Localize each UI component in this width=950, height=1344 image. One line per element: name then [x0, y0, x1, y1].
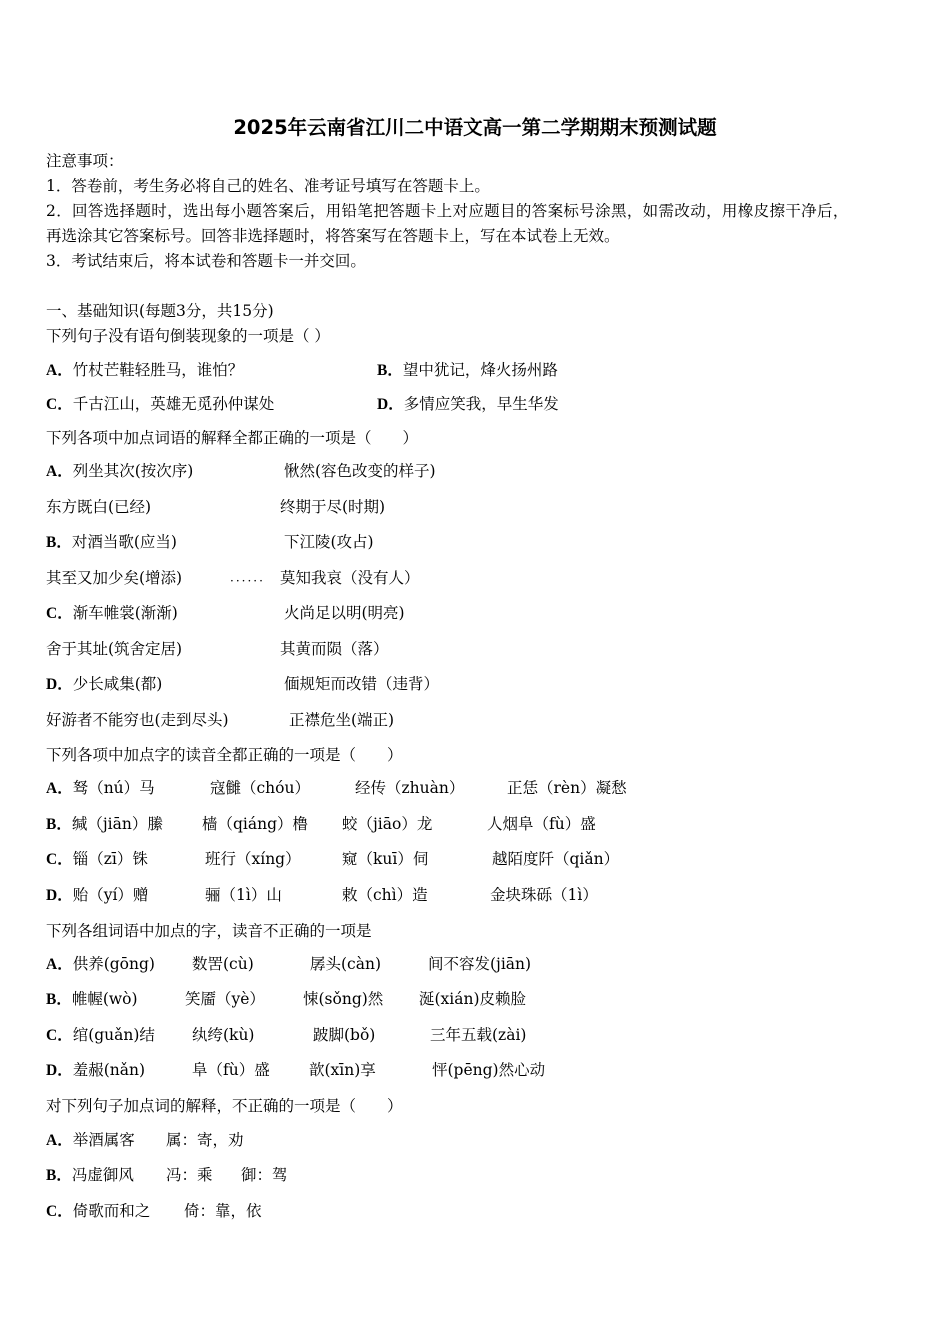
option-text: 金块珠砾（1ì） — [490, 886, 598, 904]
option-text: B．帷幄(wò) — [46, 990, 138, 1008]
option-letter: B． — [46, 816, 72, 833]
section-heading — [0, 300, 950, 322]
option-text: C．倚歌而和之 — [46, 1202, 151, 1220]
question-stem — [0, 1095, 950, 1117]
question-stem — [0, 744, 950, 766]
notice-heading-text: 注意事项： — [46, 152, 124, 170]
notice-item-text: 2．回答选择题时，选出每小题答案后，用铅笔把答题卡上对应题目的答案标号涂黑，如需改动，用橡皮擦干净后， — [46, 202, 849, 220]
option-text: 跛脚(bǒ) — [313, 1026, 376, 1044]
option-text: 愀然(容色改变的样子) — [284, 462, 436, 480]
option-text: D．羞赧(nǎn) — [46, 1061, 146, 1079]
option-row — [0, 848, 950, 870]
option-text: 间不容发(jiān) — [428, 955, 532, 973]
option-text: 终期于尽(时期) — [280, 498, 386, 516]
option-d: D．多情应笑我，早生华发 — [377, 395, 559, 413]
option-row — [0, 359, 950, 381]
option-row — [0, 673, 950, 695]
option-text: A．供养(gōng) — [46, 955, 155, 973]
option-text: 好游者不能穷也(走到尽头) — [46, 711, 229, 729]
option-letter: C． — [46, 396, 73, 413]
option-row — [0, 1200, 950, 1222]
notice-item — [0, 225, 950, 247]
option-text: 人烟阜（fù）盛 — [487, 815, 596, 833]
option-text: 敕（chì）造 — [342, 886, 428, 904]
option-letter: B． — [46, 534, 72, 551]
option-b: B．望中犹记，烽火扬州路 — [377, 361, 558, 379]
option-text: 骊（1ì）山 — [205, 886, 282, 904]
option-text: A．驽（nú）马 — [46, 779, 155, 797]
dot-marks: ······ — [230, 574, 265, 588]
option-text: 正襟危坐(端正) — [289, 711, 395, 729]
option-letter: A． — [46, 956, 73, 973]
option-letter: B． — [377, 362, 403, 379]
option-text: 东方既白(已经) — [46, 498, 152, 516]
question-stem — [0, 427, 950, 449]
option-letter: C． — [46, 605, 73, 622]
option-text: A．举酒属客 — [46, 1131, 135, 1149]
option-row — [0, 884, 950, 906]
option-text: 悚(sǒng)然 — [303, 990, 384, 1008]
option-row — [0, 709, 950, 731]
option-text: 其黄而陨（落） — [280, 640, 389, 658]
option-letter: B． — [46, 1167, 72, 1184]
option-letter: A． — [46, 463, 73, 480]
notice-item-text: 1．答卷前，考生务必将自己的姓名、准考证号填写在答题卡上。 — [46, 177, 490, 195]
option-text: B．冯虚御风 — [46, 1166, 134, 1184]
option-row — [0, 813, 950, 835]
option-text: 倚：靠，依 — [184, 1202, 262, 1220]
option-row — [0, 496, 950, 518]
option-row — [0, 460, 950, 482]
option-text: 樯（qiáng）橹 — [202, 815, 309, 833]
section-heading-text: 一、基础知识(每题3分，共15分) — [46, 302, 274, 320]
option-text: 涎(xián)皮赖脸 — [419, 990, 527, 1008]
option-letter: D． — [46, 887, 73, 904]
option-letter: A． — [46, 1132, 73, 1149]
option-letter: D． — [46, 676, 73, 693]
option-letter: C． — [46, 851, 73, 868]
option-text: B．对酒当歌(应当) — [46, 533, 177, 551]
page-title: 2025年云南省江川二中语文高一第二学期期末预测试题 — [233, 116, 717, 139]
option-row — [0, 1059, 950, 1081]
option-text: C．锱（zī）铢 — [46, 850, 148, 868]
option-letter: D． — [377, 396, 404, 413]
option-text: 偭规矩而改错（违背） — [284, 675, 440, 693]
question-stem — [0, 325, 950, 347]
option-text: 越陌度阡（qiǎn） — [492, 850, 620, 868]
option-a: A．竹杖芒鞋轻胜马，谁怕？ — [46, 361, 244, 379]
notice-item — [0, 250, 950, 272]
option-text: C．绾(guǎn)结 — [46, 1026, 155, 1044]
option-row — [0, 953, 950, 975]
option-text: D．少长咸集(都) — [46, 675, 163, 693]
notice-item — [0, 200, 950, 222]
option-text: 笑靥（yè） — [185, 990, 265, 1008]
option-row — [0, 638, 950, 660]
option-text: 莫知我哀（没有人） — [280, 569, 420, 587]
option-letter: C． — [46, 1027, 73, 1044]
option-text: 经传（zhuàn） — [355, 779, 465, 797]
option-text: A．列坐其次(按次序) — [46, 462, 194, 480]
notice-item-text: 再选涂其它答案标号。回答非选择题时，将答案写在答题卡上，写在本试卷上无效。 — [46, 227, 620, 245]
option-row — [0, 988, 950, 1010]
option-row — [0, 567, 950, 589]
stem-text: 对下列句子加点词的解释，不正确的一项是（ ） — [46, 1097, 403, 1115]
option-text: 冯：乘 — [166, 1166, 213, 1184]
option-text: 阜（fù）盛 — [192, 1061, 270, 1079]
option-row — [0, 531, 950, 553]
stem-text: 下列各项中加点词语的解释全都正确的一项是（ ） — [46, 429, 419, 447]
option-text: 舍于其址(筑舍定居) — [46, 640, 183, 658]
option-row — [0, 1024, 950, 1046]
option-c: C．千古江山，英雄无觅孙仲谋处 — [46, 395, 275, 413]
option-text: 其至又加少矣(增添) — [46, 569, 183, 587]
option-letter: A． — [46, 362, 73, 379]
option-text: B．缄（jiān）縢 — [46, 815, 163, 833]
stem-text: 下列句子没有语句倒装现象的一项是（ ） — [46, 327, 330, 345]
option-text: 班行（xíng） — [205, 850, 301, 868]
question-stem — [0, 920, 950, 942]
option-text: D．贻（yí）赠 — [46, 886, 149, 904]
option-text: 火尚足以明(明亮) — [284, 604, 405, 622]
option-row — [0, 393, 950, 415]
option-row — [0, 602, 950, 624]
option-text: 纨绔(kù) — [192, 1026, 255, 1044]
option-letter: A． — [46, 780, 73, 797]
option-row — [0, 777, 950, 799]
option-letter: C． — [46, 1203, 73, 1220]
option-text: 属：寄，劝 — [166, 1131, 244, 1149]
option-text: 正恁（rèn）凝愁 — [507, 779, 627, 797]
notice-heading — [0, 150, 950, 172]
option-text: 怦(pēng)然心动 — [432, 1061, 546, 1079]
option-text: C．渐车帷裳(渐渐) — [46, 604, 178, 622]
option-text: 寇雠（chóu） — [210, 779, 310, 797]
notice-item — [0, 175, 950, 197]
option-text: 蛟（jiāo）龙 — [342, 815, 433, 833]
option-row — [0, 1164, 950, 1186]
notice-item-text: 3．考试结束后，将本试卷和答题卡一并交回。 — [46, 252, 366, 270]
option-text: 歆(xīn)享 — [309, 1061, 376, 1079]
option-text: 数罟(cù) — [192, 955, 254, 973]
stem-text: 下列各项中加点字的读音全都正确的一项是（ ） — [46, 746, 403, 764]
option-letter: D． — [46, 1062, 73, 1079]
option-text: 三年五载(zài) — [430, 1026, 527, 1044]
option-text: 下江陵(攻占) — [284, 533, 374, 551]
option-text: 孱头(càn) — [310, 955, 381, 973]
option-letter: B． — [46, 991, 72, 1008]
option-text: 御：驾 — [241, 1166, 288, 1184]
stem-text: 下列各组词语中加点的字，读音不正确的一项是 — [46, 922, 372, 940]
option-text: 窥（kuī）伺 — [342, 850, 429, 868]
option-row — [0, 1129, 950, 1151]
